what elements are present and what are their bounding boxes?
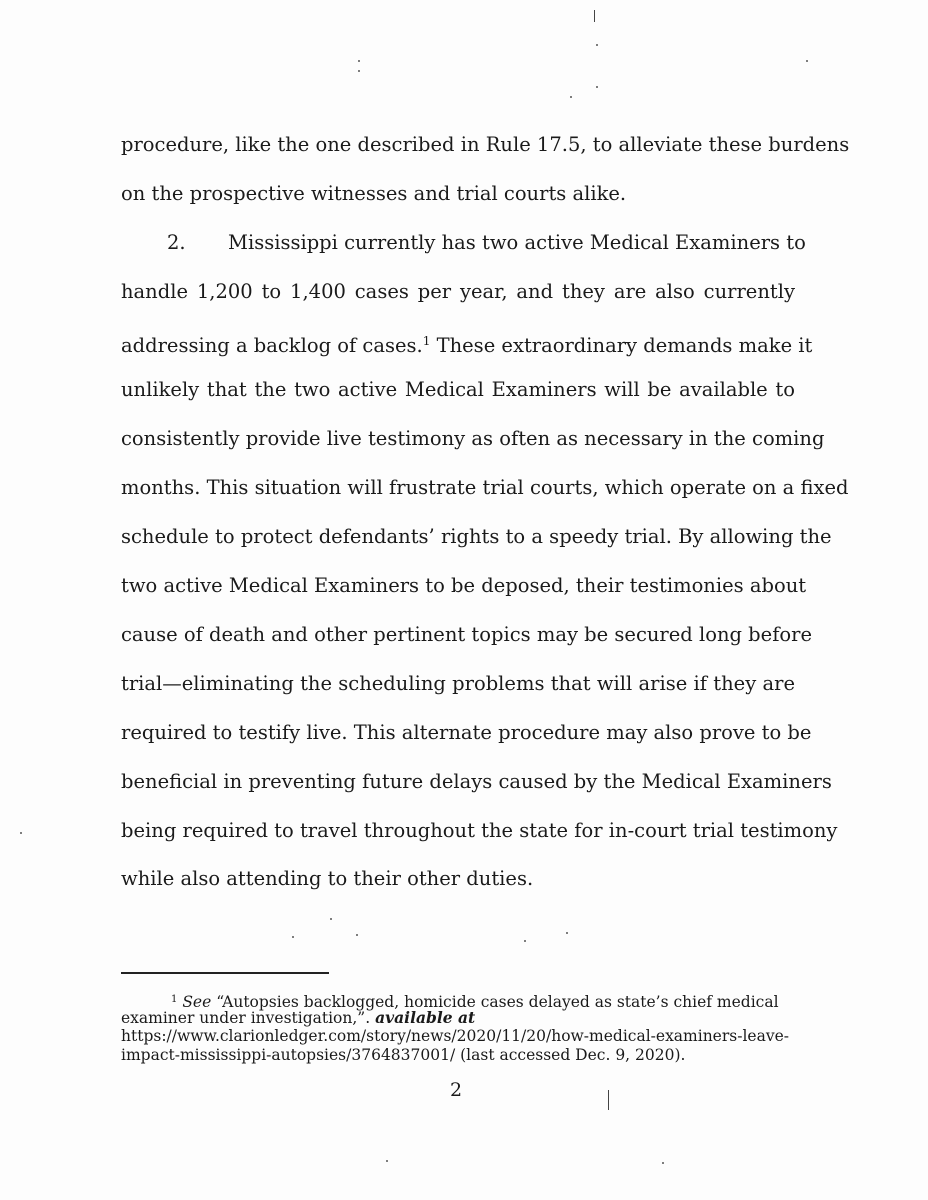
body-line: two active Medical Examiners to be deposed, their testimonies about	[121, 574, 807, 597]
footnote-line	[121, 1008, 475, 1028]
scan-speck	[662, 1162, 664, 1164]
body-line: trial—eliminating the scheduling problems that will arise if they are	[121, 672, 795, 695]
scan-speck	[330, 918, 332, 920]
scan-mark	[594, 10, 595, 22]
scan-speck	[292, 936, 294, 938]
scan-mark	[608, 1090, 609, 1110]
body-line: beneficial in preventing future delays caused by the Medical Examiners	[121, 770, 832, 793]
body-line: cause of death and other pertinent topics may be secured long before	[121, 623, 813, 646]
scan-speck	[356, 934, 358, 936]
footnote-url-line[interactable]: https://www.clarionledger.com/story/news/2020/11/20/how-medical-examiners-leave-	[121, 1027, 789, 1045]
body-line: handle 1,200 to 1,400 cases per year, and they are also currently	[121, 280, 795, 303]
footnote-marker: 1	[171, 994, 178, 1005]
body-line: being required to travel throughout the state for in-court trial testimony	[121, 819, 838, 842]
footnote-text: examiner under investigation,”.	[121, 1009, 371, 1027]
body-line: while also attending to their other duties.	[121, 867, 534, 890]
paragraph-number: 2.	[167, 231, 186, 254]
scan-speck	[386, 1160, 388, 1162]
footnote-signal: See	[182, 993, 212, 1011]
scan-speck	[596, 86, 598, 88]
footnote-reference[interactable]: 1	[422, 334, 431, 348]
scan-speck	[566, 932, 568, 934]
scan-speck	[570, 96, 572, 98]
page-number: 2	[450, 1079, 463, 1101]
body-line: required to testify live. This alternate procedure may also prove to be	[121, 721, 812, 744]
footnote-line: impact-mississippi-autopsies/3764837001/ (last accessed Dec. 9, 2020).	[121, 1046, 686, 1064]
body-line: months. This situation will frustrate trial courts, which operate on a fixed	[121, 476, 849, 499]
footnote-text: “Autopsies backlogged, homicide cases delayed as state’s chief medical	[216, 993, 779, 1011]
body-line: on the prospective witnesses and trial courts alike.	[121, 182, 627, 205]
body-line: consistently provide live testimony as often as necessary in the coming	[121, 427, 825, 450]
body-line: unlikely that the two active Medical Examiners will be available to	[121, 378, 795, 401]
footnote-separator	[121, 972, 329, 974]
scan-speck	[358, 70, 360, 72]
body-line: procedure, like the one described in Rule 17.5, to alleviate these burdens	[121, 133, 850, 156]
scan-speck	[596, 44, 598, 46]
scan-speck	[806, 60, 808, 62]
body-line: schedule to protect defendants’ rights to a speedy trial. By allowing the	[121, 525, 832, 548]
footnote-available-at: available at	[375, 1008, 476, 1027]
body-line-with-footnote	[121, 329, 813, 358]
body-line-text: addressing a backlog of cases.	[121, 334, 423, 357]
body-line-text: Mississippi currently has two active Medical Examiners to	[228, 231, 806, 254]
body-line-text: These extraordinary demands make it	[436, 334, 813, 357]
scan-speck	[524, 940, 526, 942]
scan-speck	[20, 832, 22, 834]
scan-speck	[358, 60, 360, 62]
